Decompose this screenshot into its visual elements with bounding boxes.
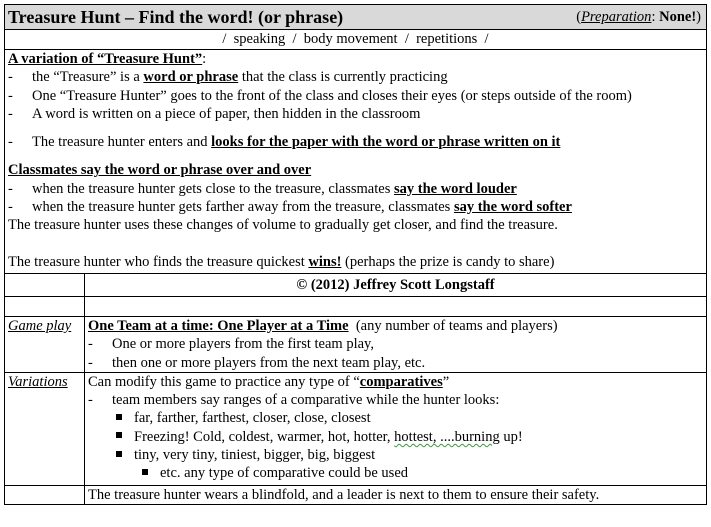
- activity-title: Treasure Hunt – Find the word! (or phrase): [8, 7, 344, 27]
- copyright-row: [5, 273, 707, 296]
- spellcheck-squiggle: hottest, ....burning: [394, 428, 500, 445]
- document: [4, 4, 707, 505]
- variations-row: [5, 372, 707, 485]
- classmates-item: - when the treasure hunter gets close to the treasure, classmates say the word louder: [8, 180, 517, 197]
- copyright: © (2012) Jeffrey Scott Longstaff: [85, 273, 707, 296]
- square-bullet-icon: [142, 469, 148, 475]
- square-bullet-icon: [116, 414, 122, 420]
- title-row: [5, 5, 707, 30]
- classmates-heading: Classmates say the word or phrase over and over: [8, 162, 312, 179]
- empty-row: [5, 296, 707, 316]
- gameplay-label: Game play: [8, 317, 72, 334]
- preparation-value: None!: [659, 9, 697, 25]
- win-condition: The treasure hunter who finds the treasure quickest wins! (perhaps the prize is candy to share): [8, 253, 555, 270]
- gameplay-row: [5, 316, 707, 372]
- square-bullet-icon: [116, 451, 122, 457]
- activity-table: [4, 4, 707, 505]
- intro-item: - The treasure hunter enters and looks for the paper with the word or phrase written on it: [8, 134, 561, 151]
- variations-intro: Can modify this game to practice any type of “comparatives”: [88, 373, 450, 390]
- comparative-bullet: tiny, very tiny, tiniest, bigger, big, biggest: [88, 446, 703, 464]
- intro-heading: A variation of “Treasure Hunt”:: [8, 51, 207, 67]
- gameplay-item: - One or more players from the first team play,: [88, 336, 374, 353]
- gameplay-heading: One Team at a time: One Player at a Time (any number of teams and players): [88, 317, 558, 334]
- preparation-label: Preparation: [581, 9, 652, 25]
- tags-row: [5, 30, 707, 50]
- comparative-bullet: Freezing! Cold, coldest, warmer, hot, hotter, hottest, ....burning up!: [88, 428, 703, 446]
- intro-item: - A word is written on a piece of paper, then hidden in the classroom: [8, 105, 421, 122]
- variations-label: Variations: [8, 373, 68, 390]
- intro-item: - the “Treasure” is a word or phrase that the class is currently practicing: [8, 69, 448, 86]
- gameplay-item: - then one or more players from the next team play, etc.: [88, 354, 426, 371]
- safety-row: [5, 485, 707, 504]
- square-bullet-icon: [116, 432, 122, 438]
- intro-item: - One “Treasure Hunter” goes to the front of the class and closes their eyes (or steps outside of the room): [8, 87, 632, 104]
- safety-note: The treasure hunter wears a blindfold, and a leader is next to them to ensure their safety.: [85, 485, 707, 504]
- classmates-summary: The treasure hunter uses these changes of volume to gradually get closer, and find the treasure.: [8, 217, 558, 234]
- nested-bullet: etc. any type of comparative could be used: [88, 464, 703, 482]
- preparation-note: (Preparation: None!): [576, 9, 701, 25]
- classmates-item: - when the treasure hunter gets farther away from the treasure, classmates say the word softer: [8, 199, 572, 216]
- skill-tags: / speaking / body movement / repetitions /: [5, 30, 707, 50]
- main-content-row: [5, 50, 707, 274]
- comparative-bullet: far, farther, farthest, closer, close, closest: [88, 409, 703, 427]
- variations-sub: - team members say ranges of a comparative while the hunter looks:: [88, 392, 500, 409]
